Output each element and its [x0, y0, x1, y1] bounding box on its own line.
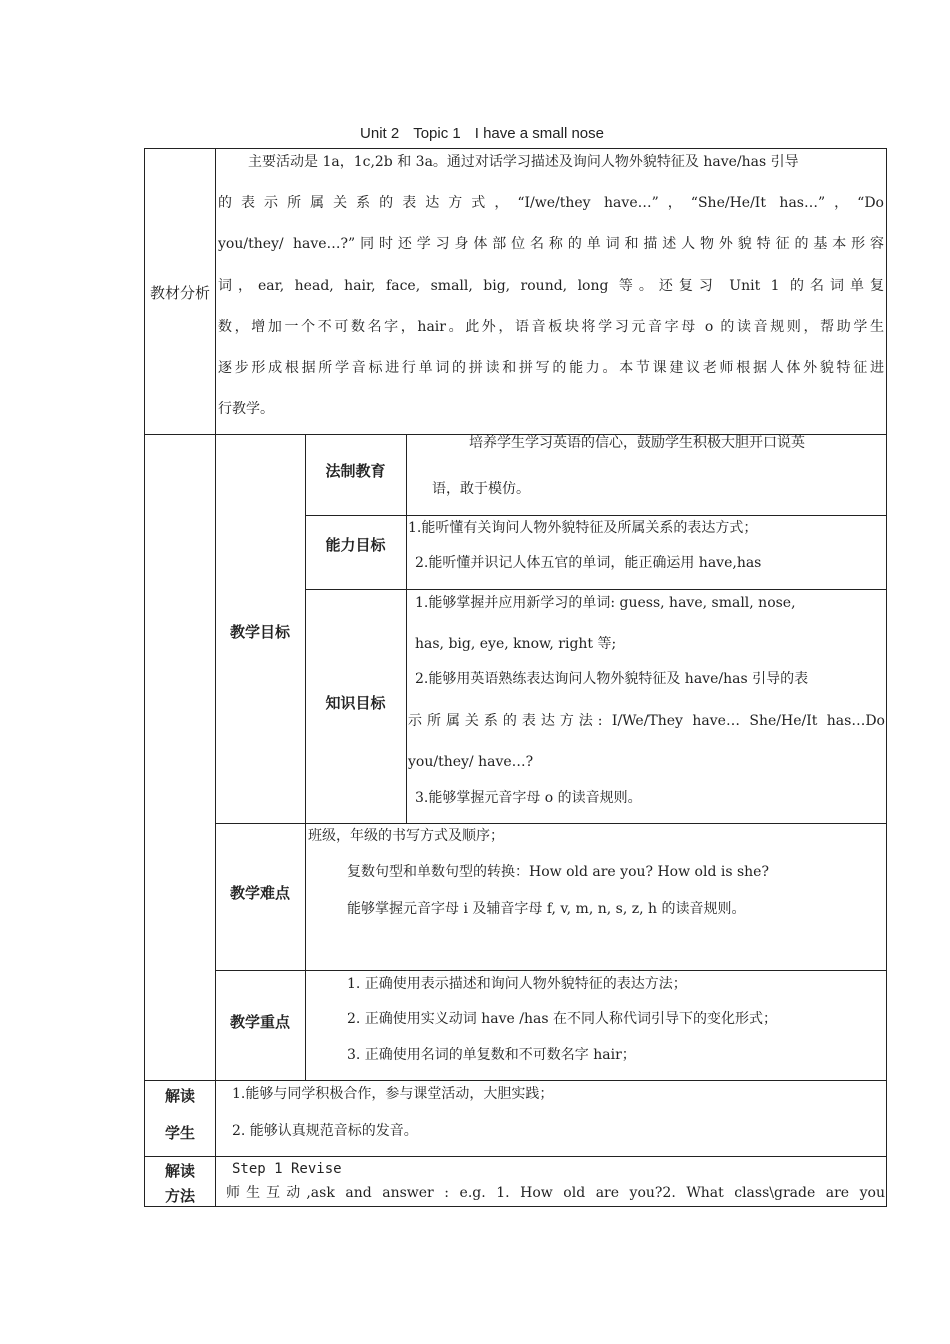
goals-label: 教学目标 [229, 623, 290, 641]
difficulty-label: 教学难点 [229, 884, 290, 902]
title-name: I have a small nose [474, 125, 604, 142]
analysis-line: 逐步形成根据所学音标进行单词的拼读和拼写的能力。本节课建议老师根据人体外貌特征进 [218, 360, 884, 376]
analysis-line: 行教学。 [218, 401, 274, 417]
legal-education-line: 培养学生学习英语的信心，鼓励学生积极大胆开口说英 [469, 435, 805, 451]
keypoints-line: 3. 正确使用名词的单复数和不可数名字 hair； [347, 1047, 636, 1063]
analysis-label: 教材分析 [149, 284, 210, 302]
table-rule [215, 148, 216, 1207]
methods-label-bottom: 方法 [164, 1187, 195, 1205]
knowledge-goal-line: 示所属关系的表达方法: I/We/They have… She/He/It has…Do [408, 713, 885, 729]
legal-education-line: 语，敢于模仿。 [432, 481, 530, 497]
table-border-right [886, 148, 887, 1207]
students-label-top: 解读 [164, 1087, 195, 1105]
ability-goal-label: 能力目标 [325, 536, 386, 554]
difficulty-line: 复数句型和单数句型的转换：How old are you? How old is she? [347, 864, 769, 880]
methods-label-top: 解读 [164, 1162, 195, 1180]
analysis-line: 的表示所属关系的表达方式，“I/we/they have…”，“She/He/It has…”，“Do [218, 195, 884, 211]
knowledge-goal-line: has, big, eye, know, right 等; [415, 636, 617, 652]
difficulty-line: 能够掌握元音字母 i 及辅音字母 f, v, m, n, s, z, h 的读音规则。 [347, 901, 746, 917]
knowledge-goal-line: you/they/ have…? [408, 754, 534, 770]
keypoints-line: 1. 正确使用表示描述和询问人物外貌特征的表达方法； [347, 976, 687, 992]
students-line: 2. 能够认真规范音标的发音。 [232, 1123, 418, 1139]
title-topic: Topic 1 [413, 125, 461, 142]
analysis-line: you/they/ have…?”同时还学习身体部位名称的单词和描述人物外貌特征的基本形容 [218, 236, 884, 252]
methods-line: 师生互动,ask and answer : e.g. 1. How old are you?2. What class\grade are you [226, 1185, 885, 1201]
difficulty-line: 班级，年级的书写方式及顺序； [308, 828, 504, 844]
knowledge-goal-line: 2.能够用英语熟练表达询问人物外貌特征及 have/has 引导的表 [415, 671, 809, 687]
table-rule [305, 434, 306, 1080]
students-label-bottom: 学生 [164, 1124, 195, 1142]
keypoints-line: 2. 正确使用实义动词 have /has 在不同人称代词引导下的变化形式； [347, 1011, 777, 1027]
ability-goal-line: 1.能听懂有关询问人物外貌特征及所属关系的表达方式； [408, 520, 758, 536]
methods-line: Step 1 Revise [232, 1161, 342, 1177]
legal-education-label: 法制教育 [325, 462, 386, 480]
table-rule [406, 434, 407, 823]
analysis-line: 数，增加一个不可数名字，hair。此外，语音板块将学习元音字母 o 的读音规则，帮助学生 [218, 319, 884, 335]
students-line: 1.能够与同学积极合作，参与课堂活动，大胆实践； [232, 1086, 554, 1102]
analysis-line: 主要活动是 1a，1c,2b 和 3a。通过对话学习描述及询问人物外貌特征及 have/has 引导 [248, 154, 799, 170]
ability-goal-line: 2.能听懂并识记人体五官的单词，能正确运用 have,has [415, 555, 762, 571]
analysis-line: 词，ear, head, hair, face, small, big, round, long 等。还复习 Unit 1 的名词单复 [218, 278, 884, 294]
knowledge-goal-line: 1.能够掌握并应用新学习的单词: guess, have, small, nose, [415, 595, 796, 611]
knowledge-goal-line: 3.能够掌握元音字母 o 的读音规则。 [415, 790, 642, 806]
table-border-left [144, 148, 145, 1207]
title-unit: Unit 2 [360, 125, 400, 142]
knowledge-goal-label: 知识目标 [325, 694, 386, 712]
document-title [0, 125, 950, 142]
keypoints-label: 教学重点 [229, 1013, 290, 1031]
